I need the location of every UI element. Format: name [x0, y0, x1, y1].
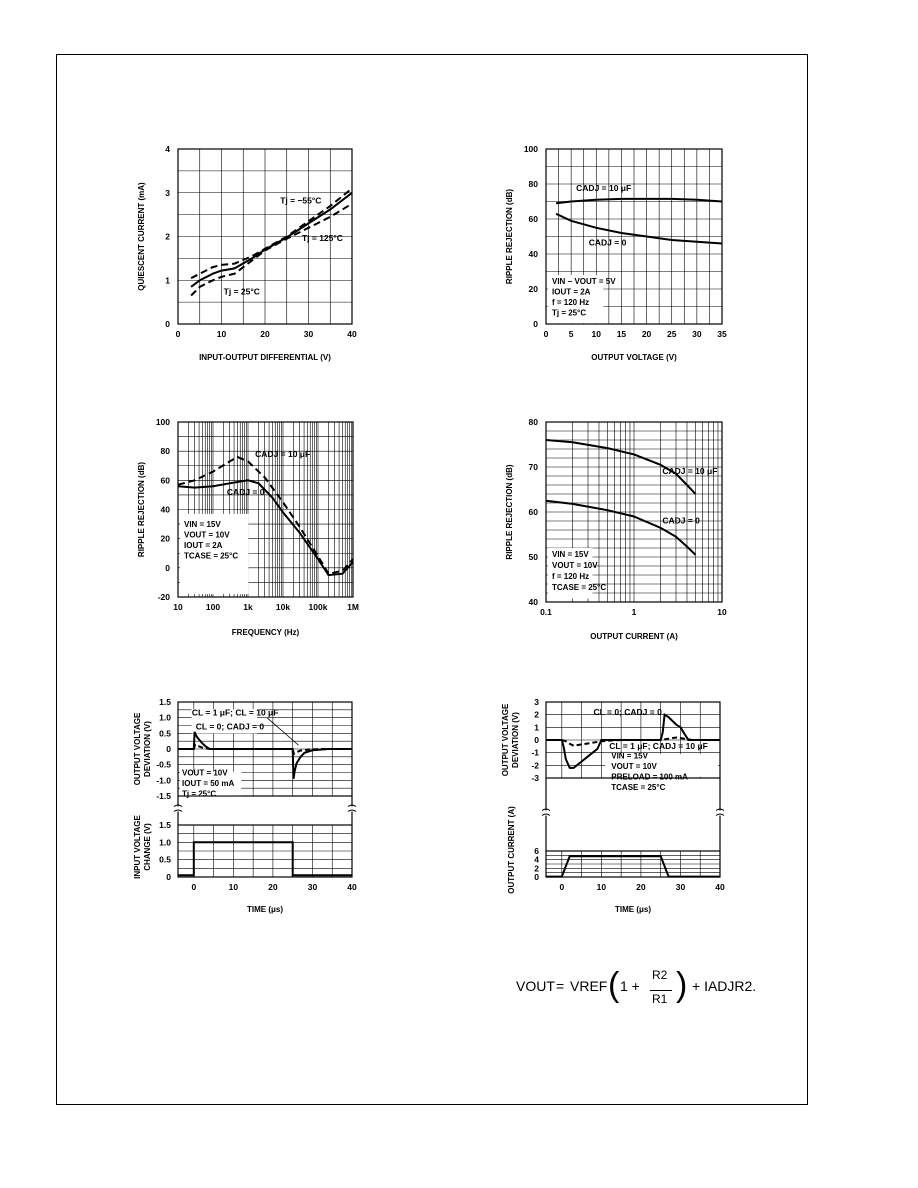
chart-1-series-label: Tj = 25°C — [223, 286, 260, 297]
chart-4-xlabel: OUTPUT CURRENT (A) — [590, 632, 678, 641]
chart-2-condition: VIN − VOUT = 5V — [552, 276, 616, 286]
chart-2-xtick-label: 20 — [641, 329, 652, 339]
chart-3-ytick-label: 20 — [160, 533, 170, 544]
chart-6-ylabel-line: OUTPUT VOLTAGE — [501, 703, 510, 777]
chart-1-xtick-label: 30 — [303, 329, 314, 339]
chart-5-xtick-label: 0 — [191, 882, 197, 892]
chart-5-lower-grid — [178, 825, 352, 877]
chart-5-xtick-label: 30 — [307, 882, 318, 892]
chart-2-ytick-label: 80 — [528, 179, 538, 189]
chart-2-xlabel: OUTPUT VOLTAGE (V) — [591, 353, 677, 362]
chart-4-condition: f = 120 Hz — [552, 572, 590, 581]
chart-4-condition: VOUT = 10V — [552, 561, 598, 570]
formula-fraction-bar — [650, 990, 672, 991]
chart-1-series-line — [191, 204, 352, 296]
chart-4-series-line — [546, 501, 696, 555]
chart-4-condition: VIN = 15V — [552, 550, 589, 559]
chart-6-ytick2-label: 2 — [534, 863, 539, 874]
chart-2-ytick-label: 20 — [528, 284, 538, 294]
chart-2-xtick-label: 10 — [591, 329, 602, 339]
chart-2-xtick-label: 0 — [543, 329, 549, 339]
chart-4-ylabel: RIPPLE REJECTION (dB) — [505, 464, 514, 560]
chart-5-ylabel2 — [133, 814, 152, 878]
chart-6-xtick-label: 0 — [559, 882, 565, 892]
chart-2-condition: IOUT = 2A — [552, 287, 591, 297]
chart-6-xtick-label: 20 — [636, 882, 646, 892]
chart-5-series-line — [178, 842, 352, 875]
chart-2-ytick-label: 40 — [528, 249, 538, 259]
chart-6-xtick-label: 30 — [675, 882, 686, 892]
chart-5-ylabel-line: DEVIATION (V) — [143, 721, 152, 777]
chart-6-condition: VIN = 15V — [611, 751, 648, 761]
chart-3-series-label: CADJ = 10 μF — [255, 449, 311, 459]
chart-1-xtick-label: 10 — [216, 329, 227, 339]
chart-6-ytick-label: 3 — [534, 697, 539, 707]
chart-1-xtick-label: 40 — [347, 329, 357, 339]
chart-5-ytick2-label: 1.5 — [159, 820, 171, 830]
chart-5-condition: VOUT = 10V — [182, 768, 228, 778]
chart-5-condition: Tj = 25°C — [182, 789, 217, 799]
chart-3-ytick-label: -20 — [157, 592, 170, 602]
chart-3-ylabel: RIPPLE REJECTION (dB) — [137, 461, 146, 558]
chart-1-xtick-label: 0 — [175, 329, 181, 339]
chart-4-ytick-label: 80 — [528, 417, 538, 427]
chart-5-ytick-label: 0 — [166, 744, 171, 754]
formula-vref: VREF — [570, 978, 608, 994]
chart-6-ytick2-label: 0 — [534, 872, 539, 882]
chart-5-ylabel-line: OUTPUT VOLTAGE — [133, 712, 142, 786]
chart-3-xtick-label: 100k — [308, 602, 328, 612]
chart-6-series-label: CL = 1 μF; CADJ = 10 μF — [609, 741, 708, 752]
chart-3-xlabel: FREQUENCY (Hz) — [231, 628, 300, 637]
chart-3-ytick-label: 100 — [155, 417, 170, 427]
formula-numerator: R2 — [652, 968, 668, 982]
chart-2-condition: f = 120 Hz — [552, 297, 590, 307]
chart-6-ytick-label: 0 — [534, 735, 539, 745]
chart-6-ytick-label: 1 — [534, 722, 539, 733]
chart-5-ylabel2-line: CHANGE (V) — [143, 823, 152, 871]
chart-4-xtick-label: 0.1 — [540, 607, 552, 617]
chart-5-xtick-label: 20 — [268, 882, 278, 892]
chart-2-xtick-label: 35 — [717, 329, 727, 339]
chart-5-xlabel: TIME (μs) — [246, 905, 284, 914]
chart-5-ytick-label: -1.0 — [156, 775, 171, 786]
chart-5-xtick-label: 10 — [228, 882, 239, 892]
chart-6-ytick2-label: 4 — [534, 854, 539, 865]
chart-3-xtick-label: 1k — [243, 602, 253, 612]
chart-4-condition: TCASE = 25°C — [552, 583, 607, 592]
chart-1-xtick-label: 20 — [260, 329, 270, 339]
chart-4-ytick-label: 40 — [528, 597, 538, 607]
chart-1-series-label: Tj = 125°C — [301, 232, 343, 243]
chart-1-ytick-label: 3 — [165, 187, 170, 198]
chart-6-ylabel2: OUTPUT CURRENT (A) — [507, 806, 516, 894]
chart-1-ytick-label: 0 — [165, 319, 170, 329]
formula-one-plus: 1 + — [620, 978, 640, 994]
chart-2-xtick-label: 15 — [616, 329, 627, 339]
chart-2-ytick-label: 60 — [528, 214, 538, 224]
chart-5-ytick-label: 0.5 — [159, 728, 171, 739]
output-voltage-formula — [512, 962, 792, 1022]
chart-4-series-label: CADJ = 10 μF — [662, 465, 718, 476]
chart-1-ylabel: QUIESCENT CURRENT (mA) — [137, 182, 146, 291]
chart-1-series-label: Tj = −55°C — [280, 195, 322, 206]
chart-6-ylabel — [501, 703, 520, 776]
chart-5-ytick2-label: 0.5 — [159, 854, 171, 865]
chart-5-ytick2-label: 1.0 — [159, 837, 171, 848]
chart-3-xtick-label: 10 — [173, 602, 183, 612]
chart-5-ytick-label: 1.0 — [159, 712, 171, 723]
chart-5-series-label: CL = 1 μF; CL = 10 μF — [191, 707, 279, 718]
chart-6-ytick2-label: 6 — [534, 846, 539, 856]
chart-5-ytick-label: -0.5 — [156, 759, 171, 770]
chart-6-condition: VOUT = 10V — [611, 761, 657, 771]
chart-3-condition: IOUT = 2A — [184, 541, 223, 550]
chart-1-ytick-label: 1 — [165, 275, 170, 286]
chart-2-condition: Tj = 25°C — [552, 308, 587, 318]
chart-5-ytick2-label: 0 — [166, 872, 171, 882]
chart-3-condition: TCASE = 25°C — [184, 551, 239, 561]
chart-2-xtick-label: 5 — [568, 329, 574, 339]
chart-4-xtick-label: 10 — [717, 607, 727, 617]
chart-3-xtick-label: 10k — [275, 602, 291, 612]
chart-6-xlabel: TIME (μs) — [614, 905, 652, 914]
chart-6-ytick-label: -3 — [531, 773, 539, 783]
formula-denominator: R1 — [652, 992, 668, 1006]
chart-2-ytick-label: 0 — [533, 319, 538, 329]
chart-3-condition: VIN = 15V — [184, 520, 221, 529]
chart-1-xlabel: INPUT-OUTPUT DIFFERENTIAL (V) — [199, 353, 331, 362]
chart-5-ytick-label: -1.5 — [156, 791, 171, 801]
formula-left-paren: ( — [608, 966, 620, 1004]
formula-tail: + IADJR2. — [692, 978, 757, 994]
chart-6-ytick-label: -1 — [531, 747, 539, 758]
chart-6-series-line — [546, 856, 720, 876]
chart-6-xtick-label: 10 — [596, 882, 607, 892]
formula-lhs: VOUT — [516, 978, 555, 994]
chart-6-xtick-label: 40 — [715, 882, 725, 892]
chart-4-ytick-label: 50 — [528, 552, 538, 562]
chart-5-ylabel — [133, 712, 152, 785]
chart-3-xtick-label: 1M — [347, 602, 359, 612]
chart-6-ytick-label: 2 — [534, 709, 539, 720]
chart-6-ylabel-line: DEVIATION (V) — [511, 712, 520, 768]
chart-5-ytick-label: 1.5 — [159, 697, 171, 707]
chart-2-xtick-label: 25 — [666, 329, 677, 339]
chart-4-xtick-label: 1 — [631, 607, 637, 617]
chart-3-ytick-label: 0 — [165, 562, 170, 573]
chart-3-condition: VOUT = 10V — [184, 530, 230, 540]
chart-2-ytick-label: 100 — [523, 144, 538, 154]
chart-5-xtick-label: 40 — [347, 882, 357, 892]
chart-6-condition: PRELOAD = 100 mA — [611, 772, 688, 782]
chart-4-ytick-label: 60 — [528, 507, 538, 517]
chart-2-ylabel: RIPPLE REJECTION (dB) — [505, 188, 514, 285]
chart-6-lower-grid — [546, 851, 720, 877]
chart-2-series-label: CADJ = 0 — [588, 237, 627, 248]
chart-5-series-label: CL = 0; CADJ = 0 — [195, 721, 265, 732]
chart-3-ytick-label: 40 — [160, 504, 170, 515]
chart-1-ytick-label: 4 — [165, 144, 170, 154]
chart-3-ytick-label: 60 — [160, 475, 170, 486]
chart-5-condition: IOUT = 50 mA — [182, 779, 235, 789]
chart-6-condition: TCASE = 25°C — [611, 782, 666, 792]
formula-equals: = — [556, 978, 565, 994]
chart-2-xtick-label: 30 — [692, 329, 702, 339]
chart-6-series-label: CL = 0; CADJ = 0 — [593, 706, 662, 717]
chart-3-ytick-label: 80 — [160, 446, 170, 457]
chart-5-ylabel2-line: INPUT VOLTAGE — [133, 815, 142, 879]
chart-3-series-label: CADJ = 0 — [226, 486, 265, 497]
chart-2-series-label: CADJ = 10 μF — [576, 183, 632, 193]
chart-4-series-label: CADJ = 0 — [662, 515, 700, 526]
chart-6-ytick-label: -2 — [531, 760, 539, 771]
chart-4-ytick-label: 70 — [528, 462, 538, 472]
chart-3-xtick-label: 100 — [205, 602, 221, 612]
formula-right-paren: ) — [676, 966, 688, 1004]
chart-1-ytick-label: 2 — [165, 231, 170, 242]
